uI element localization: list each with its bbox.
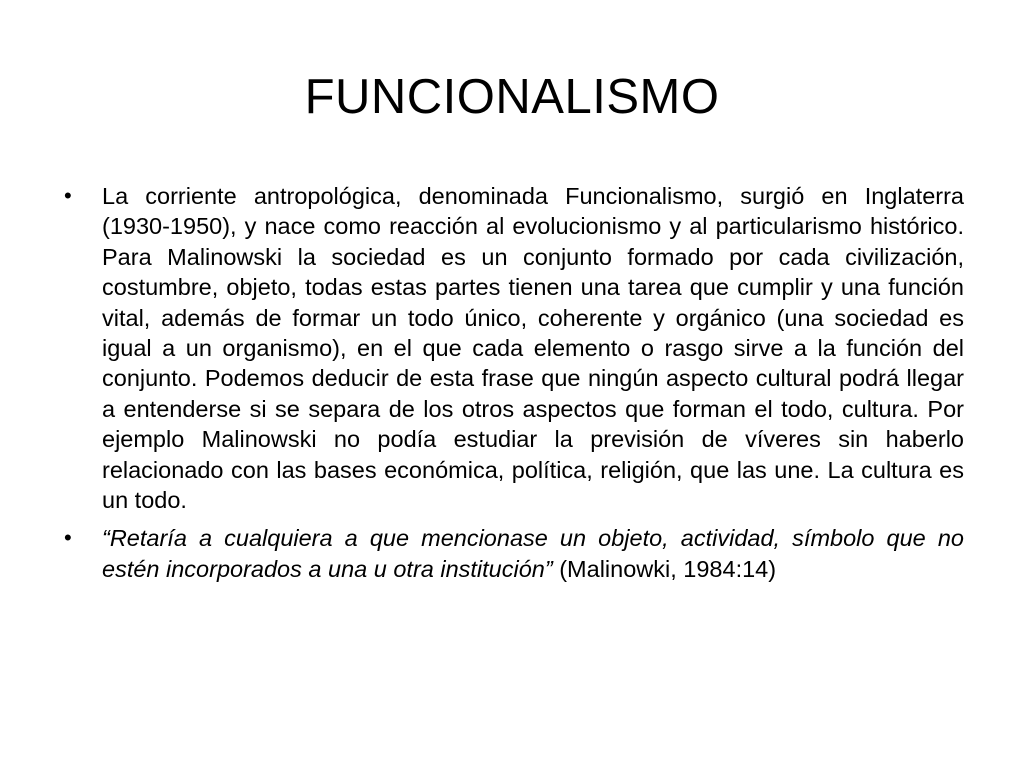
slide-content — [60, 181, 964, 592]
bullet-icon: • — [64, 183, 72, 208]
bullet-item-funcionalismo — [60, 181, 964, 515]
quote-block — [102, 523, 964, 584]
bullet-text-malinowski: Para Malinowski la sociedad es un conjunto formado por cada civilización, costumbre, objeto, todas estas partes tienen una tarea que cumplir y una función vital, además de formar un todo único, coherente y orgánico (una sociedad es igual a un organismo), en el que cada elemento o rasgo sirve a la función del conjunto. Podemos deducir de esta frase que ningún aspecto cultural podrá llegar a entenderse si se separa de los otros aspectos que forman el todo, cultura. Por ejemplo Malinowski no podía estudiar la previsión de víveres sin haberlo relacionado con las bases económica, política, religión, que las une. La cultura es un todo. — [102, 243, 964, 514]
bullet-icon: • — [64, 525, 72, 551]
bullet-text-origin: La corriente antropológica, denominada Funcionalismo, surgió en Inglaterra (1930-1950), y nace como reacción al evolucionismo y al particularismo histórico. — [102, 183, 964, 240]
bullet-list — [60, 181, 964, 584]
quote-citation: (Malinowki, 1984:14) — [552, 555, 777, 582]
quote-text: “Retaría a cualquiera a que mencionase un objeto, actividad, símbolo que no estén incorporados a una u otra institución” — [102, 525, 964, 582]
slide-title: FUNCIONALISMO — [304, 70, 720, 124]
bullet-item-quote — [60, 523, 964, 584]
